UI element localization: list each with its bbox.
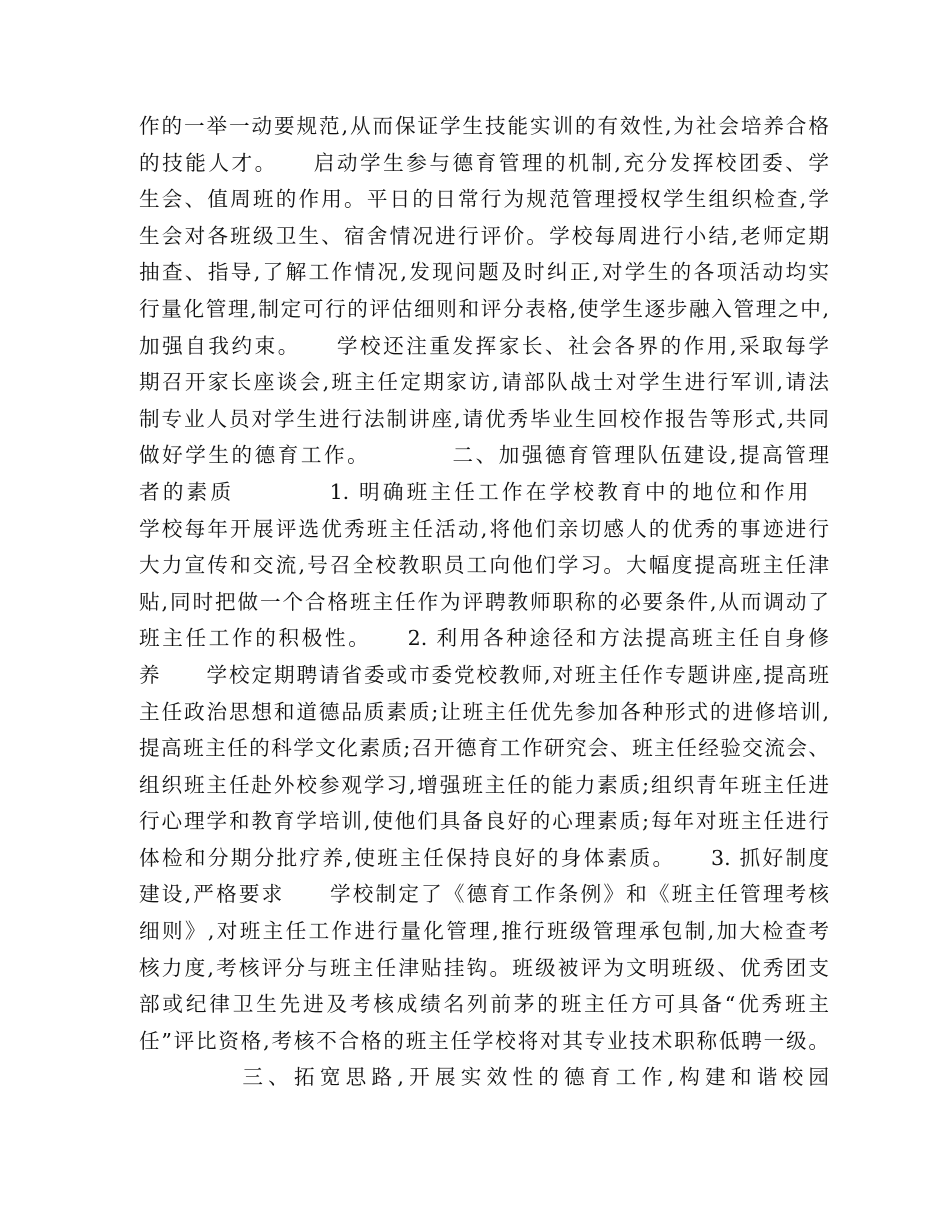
text-line: 大力宣传和交流,号召全校教职员工向他们学习。大幅度提高班主任津 [139,553,829,578]
text-line: 提高班主任的科学文化素质;召开德育工作研究会、班主任经验交流会、 [139,736,829,761]
text-line: 建设,严格要求 学校制定了《德育工作条例》和《班主任管理考核 [139,882,829,907]
text-line: 者的素质 1. 明确班主任工作在学校教育中的地位和作用 [139,479,829,504]
text-line: 体检和分期分批疗养,使班主任保持良好的身体素质。 3. 抓好制度 [139,845,829,870]
text-line: 抽查、指导,了解工作情况,发现问题及时纠正,对学生的各项活动均实 [139,260,829,285]
text-line: 组织班主任赴外校参观学习,增强班主任的能力素质;组织青年班主任进 [139,772,829,797]
text-line: 学校每年开展评选优秀班主任活动,将他们亲切感人的优秀的事迹进行 [139,516,829,541]
text-line: 的技能人才。 启动学生参与德育管理的机制,充分发挥校团委、学 [139,150,829,175]
text-line: 养 学校定期聘请省委或市委党校教师,对班主任作专题讲座,提高班 [139,662,829,687]
text-line: 作的一举一动要规范,从而保证学生技能实训的有效性,为社会培养合格 [139,114,829,138]
text-line: 任”评比资格,考核不合格的班主任学校将对其专业技术职称低聘一级。 [139,1028,829,1053]
text-line: 做好学生的德育工作。 二、加强德育管理队伍建设,提高管理 [139,443,829,468]
body-text [139,108,829,1096]
section-heading-line: 三、拓宽思路,开展实效性的德育工作,构建和谐校园 [139,1065,829,1090]
text-line: 细则》,对班主任工作进行量化管理,推行班级管理承包制,加大检查考 [139,919,829,944]
text-line: 行心理学和教育学培训,使他们具备良好的心理素质;每年对班主任进行 [139,809,829,834]
text-line: 期召开家长座谈会,班主任定期家访,请部队战士对学生进行军训,请法 [139,370,829,395]
text-line: 主任政治思想和道德品质素质;让班主任优先参加各种形式的进修培训, [139,699,829,724]
text-line: 部或纪律卫生先进及考核成绩名列前茅的班主任方可具备“优秀班主 [139,992,829,1017]
text-line: 生会、值周班的作用。平日的日常行为规范管理授权学生组织检查,学 [139,187,829,212]
text-line: 生会对各班级卫生、宿舍情况进行评价。学校每周进行小结,老师定期 [139,223,829,248]
text-line: 贴,同时把做一个合格班主任作为评聘教师职称的必要条件,从而调动了 [139,589,829,614]
text-line: 核力度,考核评分与班主任津贴挂钩。班级被评为文明班级、优秀团支 [139,955,829,980]
text-line: 班主任工作的积极性。 2. 利用各种途径和方法提高班主任自身修 [139,626,829,651]
text-line: 加强自我约束。 学校还注重发挥家长、社会各界的作用,采取每学 [139,333,829,358]
text-line: 制专业人员对学生进行法制讲座,请优秀毕业生回校作报告等形式,共同 [139,406,829,431]
text-line: 行量化管理,制定可行的评估细则和评分表格,使学生逐步融入管理之中, [139,296,829,321]
